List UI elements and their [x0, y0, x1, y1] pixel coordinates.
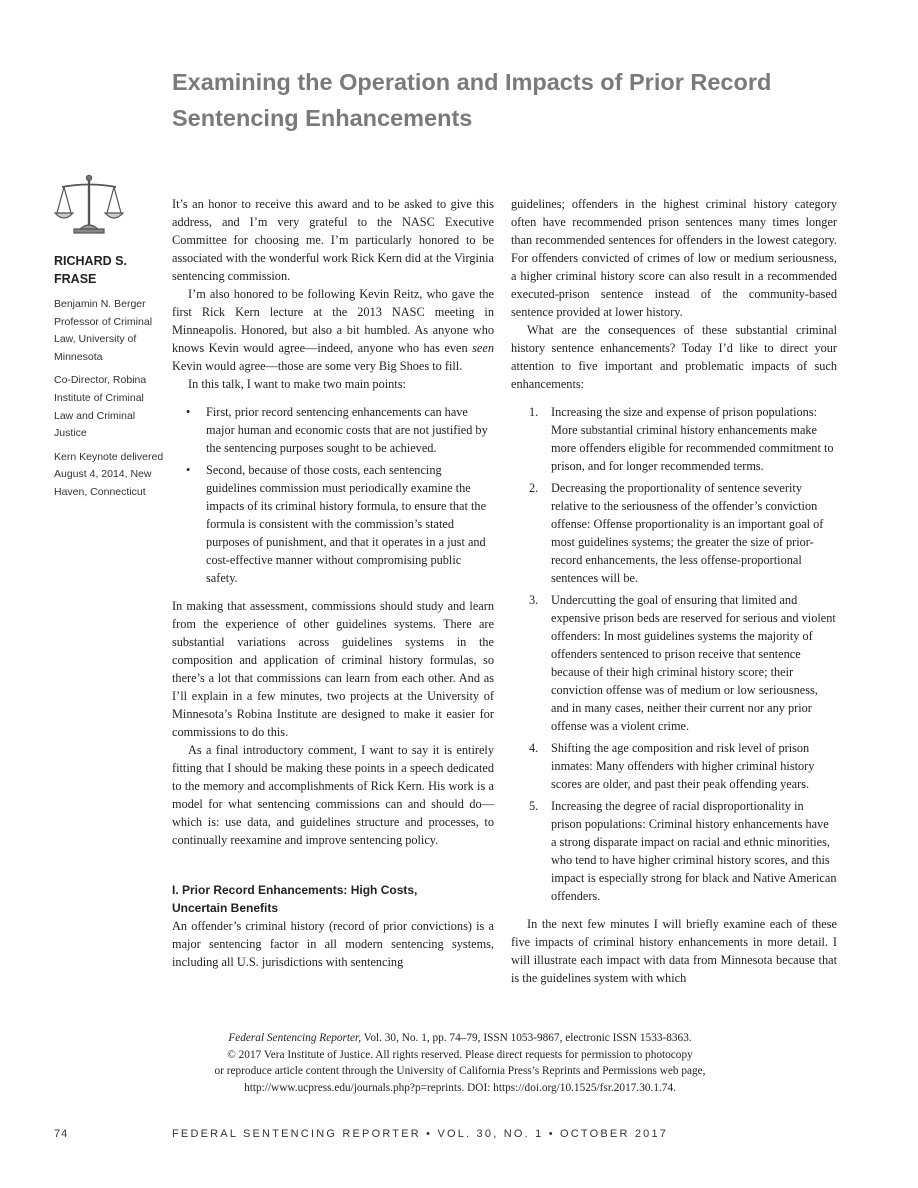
list-item [511, 591, 837, 735]
paragraph-consequences: What are the consequences of these substantial criminal history sentence enhancements? Today I’d like to direct your attention to five important and problematic impacts of such enhancements: [511, 323, 837, 391]
main-points-list [172, 403, 494, 587]
bullet-text: Second, because of those costs, each sentencing guidelines commission must periodically examine the impacts of its criminal history formula, to ensure that the formula is consistent with the commission’s stated purposes of punishment, and that it operates in a just and cost-effective manner without compromising public safety. [206, 463, 487, 585]
paragraph-criminal-history-continued: guidelines; offenders in the highest criminal history category often have recommended prison sentences many times longer than recommended sentences for offenders in the lowest category. For offenders convicted of crimes of low or medium seriousness, a higher criminal history score can also result in a recommended executed-prison sentence instead of the community-based sentence provided at lower history. [511, 197, 837, 319]
author-position: Benjamin N. Berger Professor of Criminal Law, University of Minnesota [54, 298, 153, 363]
list-item [511, 403, 837, 475]
list-item [511, 797, 837, 905]
author-note: Kern Keynote delivered August 4, 2014, New Haven, Connecticut [54, 450, 164, 498]
author-name-line-2: FRASE [54, 272, 97, 286]
bullet-mark: • [186, 405, 191, 419]
list-number: 3. [529, 593, 539, 607]
journal-name: Federal Sentencing Reporter, [228, 1032, 362, 1044]
author-name [54, 252, 164, 288]
citation-block [172, 1030, 748, 1096]
list-text: Decreasing the proportionality of sentence severity relative to the seriousness of the offender’s conviction offense: Offense proportionality is an important goal of most guidelines systems; the greater the size of prior-record enhancements, the less offense-proportional sentences will be. [551, 481, 824, 585]
list-number: 4. [529, 741, 539, 755]
author-role: Co-Director, Robina Institute of Criminal Law and Criminal Justice [54, 374, 147, 440]
list-number: 1. [529, 405, 539, 419]
paragraph-intro: It’s an honor to receive this award and to be asked to give this address, and I’m very grateful to the NASC Executive Committee for choosing me. I’m particularly honored to be associated with the wonderful work Rick Kern did at the Virginia sentencing commission. [172, 197, 494, 283]
bullet-text: First, prior record sentencing enhancements can have major human and economic costs that are not justified by the sentencing purposes sought to be achieved. [206, 405, 488, 455]
emphasis-seen: seen [472, 341, 494, 355]
paragraph-next-minutes: In the next few minutes I will briefly examine each of these five impacts of criminal history enhancements in more detail. I will illustrate each impact with data from Minnesota because that is the guidelines system with which [511, 917, 837, 985]
body-column-1 [172, 195, 494, 971]
list-item [511, 479, 837, 587]
list-number: 2. [529, 481, 539, 495]
title-line-2: Sentencing Enhancements [172, 105, 473, 131]
running-footer: FEDERAL SENTENCING REPORTER • VOL. 30, NO. 1 • OCTOBER 2017 [172, 1128, 669, 1140]
paragraph-criminal-history-start: An offender’s criminal history (record of prior convictions) is a major sentencing factor in all modern sentencing systems, including all U.S. jurisdictions with sentencing [172, 919, 494, 969]
impacts-list [511, 403, 837, 905]
paragraph-reitz: I’m also honored to be following Kevin Reitz, who gave the first Rick Kern lecture at the 2013 NASC meeting in Minneapolis. Honored, but also a bit humbled. As anyone who knows Kevin would agree—indeed, anyone who has even seen Kevin would agree—those are some very Big Shoes to fill. [172, 287, 494, 373]
paragraph-final-comment: As a final introductory comment, I want to say it is entirely fitting that I should be making these points in a speech dedicated to the memory and accomplishments of Rick Kern. His work is a model for what sentencing commissions can and should do—which is: use data, and guidelines structure and processes, to continually reexamine and improve sentencing policy. [172, 743, 494, 847]
article-title [172, 64, 872, 136]
list-item [511, 739, 837, 793]
list-text: Shifting the age composition and risk level of prison inmates: Many offenders with higher criminal history scores are older, and past their peak offending years. [551, 741, 815, 791]
bullet-mark: • [186, 463, 191, 477]
citation-line-2: © 2017 Vera Institute of Justice. All rights reserved. Please direct requests for permission to photocopy [227, 1048, 693, 1061]
paragraph-main-points: In this talk, I want to make two main points: [188, 377, 406, 391]
citation-line-1: Federal Sentencing Reporter, Vol. 30, No. 1, pp. 74–79, ISSN 1053-9867, electronic ISSN 1533-8363. [228, 1032, 692, 1044]
paragraph-assessment: In making that assessment, commissions should study and learn from the experience of other guidelines systems. There are substantial variations across guidelines systems in the composition and application of criminal history formulas, so there’s a lot that commissions can learn from each other. And as I’ll explain in a few minutes, two projects at the University of Minnesota’s Robina Institute are designed to make it easier for commissions to do this. [172, 599, 494, 739]
list-number: 5. [529, 799, 539, 813]
section-heading: I. Prior Record Enhancements: High Costs, Uncertain Benefits [172, 883, 418, 915]
body-column-2 [511, 195, 837, 987]
author-name-line-1: RICHARD S. [54, 254, 127, 268]
scales-of-justice-icon [54, 173, 124, 235]
title-line-1: Examining the Operation and Impacts of Prior Record [172, 69, 772, 95]
list-text: Increasing the degree of racial disproportionality in prison populations: Criminal history enhancements have a strong disparate impact on racial and ethnic minorities, who tend to have higher criminal history scores, and this impact is especially strong for black and Native American offenders. [551, 799, 837, 903]
list-item [172, 461, 494, 587]
author-sidebar [54, 252, 164, 508]
page-number: 74 [54, 1128, 69, 1140]
list-item [172, 403, 494, 457]
list-text: Increasing the size and expense of prison populations: More substantial criminal history enhancements make more offenders eligible for recommended commitment to prison, and for longer recommended terms. [551, 405, 834, 473]
list-text: Undercutting the goal of ensuring that limited and expensive prison beds are reserved for serious and violent offenders: In most guidelines systems the majority of offenders sentenced to prison receive that sentence because of their high criminal history score; their conviction offense was of medium or low seriousness, and in many cases, neither their current nor any prior offense was a violent crime. [551, 593, 836, 733]
citation-line-3: or reproduce article content through the University of California Press’s Reprints and Permissions web page, [214, 1065, 706, 1077]
citation-line-4: http://www.ucpress.edu/journals.php?p=reprints. DOI: https://doi.org/10.1525/fsr.2017.30.1.74. [244, 1081, 676, 1094]
